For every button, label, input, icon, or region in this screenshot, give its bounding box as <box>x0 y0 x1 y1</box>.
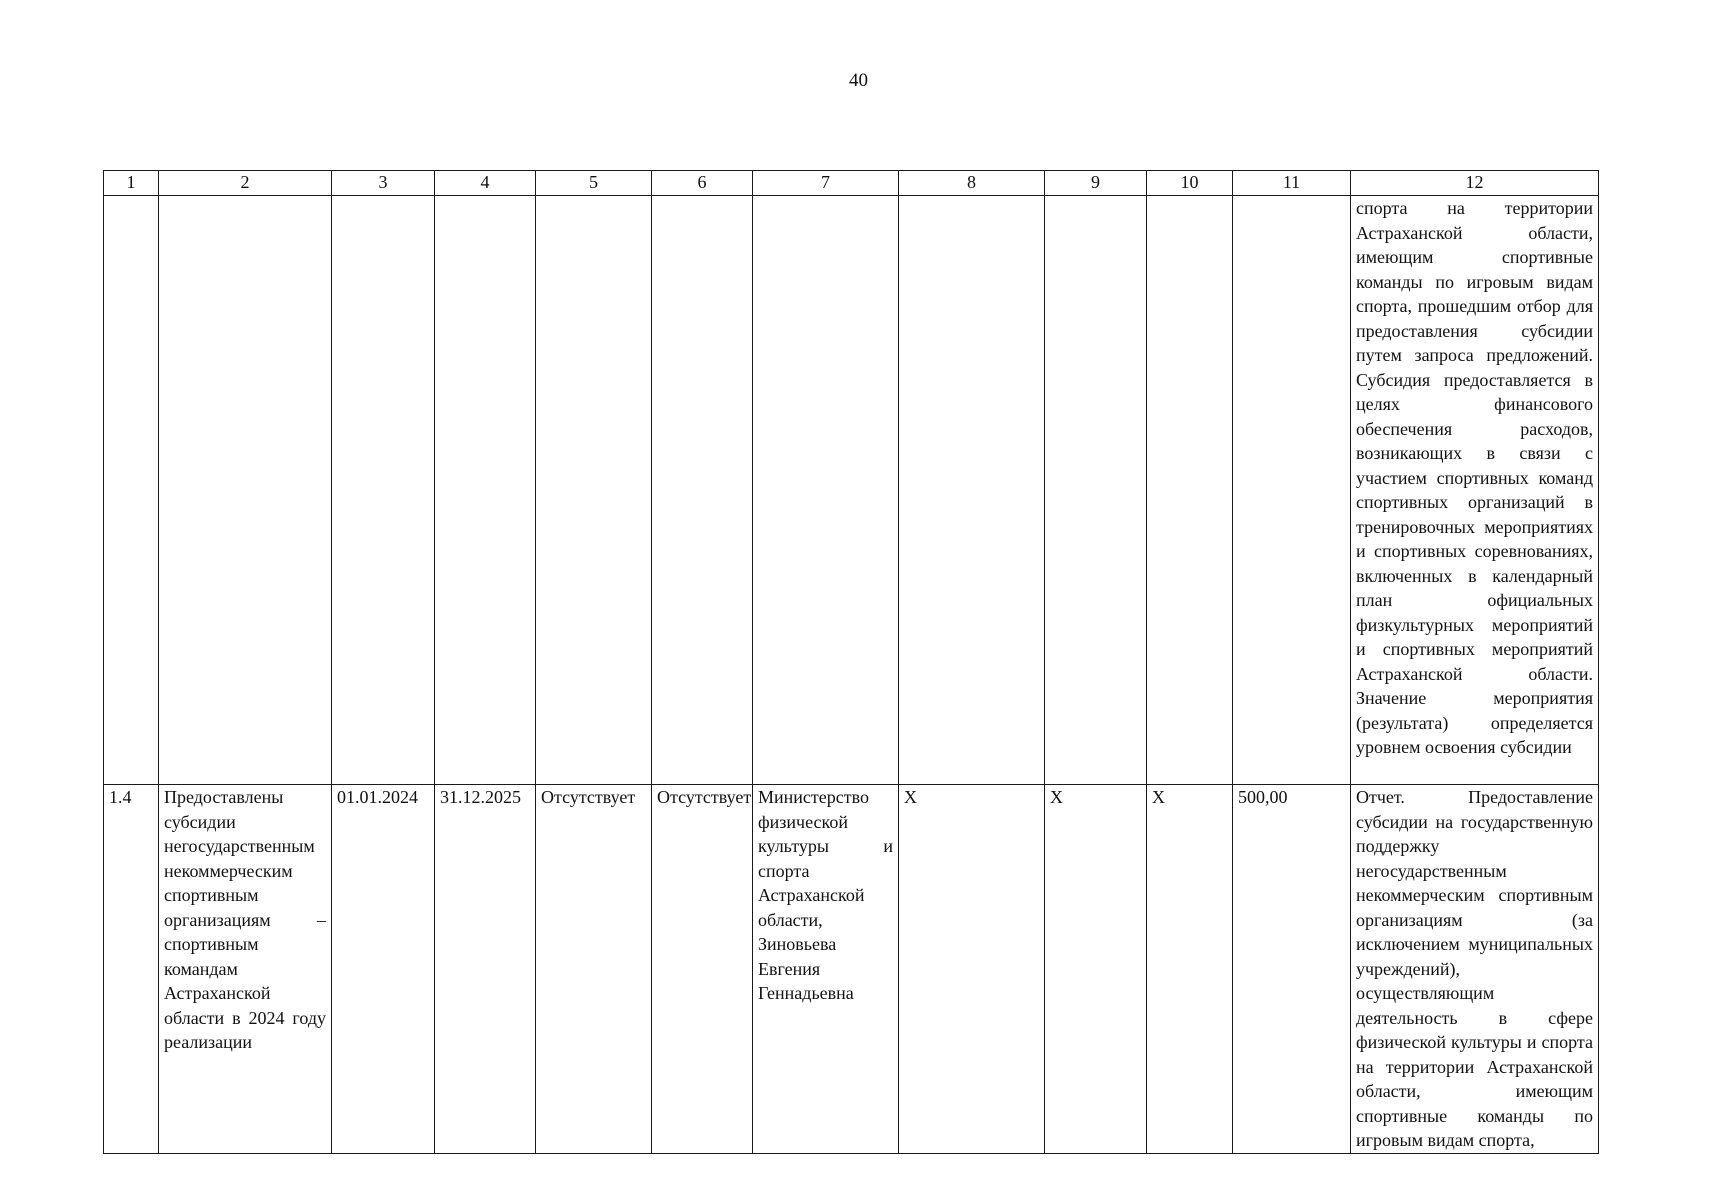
cell-empty <box>435 196 536 785</box>
column-header-8: 8 <box>899 171 1045 196</box>
end-date-cell: 31.12.2025 <box>435 785 536 1154</box>
column-header-3: 3 <box>332 171 435 196</box>
cell-empty <box>1147 196 1233 785</box>
column-header-5: 5 <box>536 171 652 196</box>
cell-empty <box>753 196 899 785</box>
column-header-6: 6 <box>652 171 753 196</box>
amount-cell: 500,00 <box>1233 785 1351 1154</box>
row-number-cell: 1.4 <box>104 785 159 1154</box>
measure-name-cell: Предоставлены субсидии негосударственным некоммерческим спортивным организациям – спортивным командам Астраханской области в 2024 году реализации <box>159 785 332 1154</box>
column-6-cell: Отсутствует <box>652 785 753 1154</box>
column-9-cell: Х <box>1045 785 1147 1154</box>
cell-empty <box>332 196 435 785</box>
column-header-1: 1 <box>104 171 159 196</box>
table-row-1-4 <box>104 785 1599 1154</box>
column-header-10: 10 <box>1147 171 1233 196</box>
column-header-4: 4 <box>435 171 536 196</box>
start-date-cell: 01.01.2024 <box>332 785 435 1154</box>
column-8-cell: Х <box>899 785 1045 1154</box>
responsible-cell: Министерство физической культуры и спорта Астраханской области, Зиновьева Евгения Геннадьевна <box>753 785 899 1154</box>
column-header-7: 7 <box>753 171 899 196</box>
cell-empty <box>104 196 159 785</box>
cell-empty <box>536 196 652 785</box>
column-header-12: 12 <box>1351 171 1599 196</box>
cell-empty <box>1045 196 1147 785</box>
column-5-cell: Отсутствует <box>536 785 652 1154</box>
cell-empty <box>1233 196 1351 785</box>
cell-empty <box>159 196 332 785</box>
continuation-description-cell: спорта на территории Астраханской области, имеющим спортивные команды по игровым видам спорта, прошедшим отбор для предоставления субсидии путем запроса предложений. Субсидия предоставляется в целях финансового обеспечения расходов, возникающих в связи с участием спортивных команд спортивных организаций в тренировочных мероприятиях и спортивных соревнованиях, включенных в календарный план официальных физкультурных мероприятий и спортивных мероприятий Астраханской области. Значение мероприятия (результата) определяется уровнем освоения субсидии <box>1351 196 1599 785</box>
column-header-9: 9 <box>1045 171 1147 196</box>
cell-empty <box>899 196 1045 785</box>
column-header-11: 11 <box>1233 171 1351 196</box>
measures-table <box>103 170 1599 1154</box>
cell-empty <box>652 196 753 785</box>
column-10-cell: Х <box>1147 785 1233 1154</box>
result-description-cell: Отчет. Предоставление субсидии на государственную поддержку негосударственным некоммерческим спортивным организациям (за исключением муниципальных учреждений), осуществляющим деятельность в сфере физической культуры и спорта на территории Астраханской области, имеющим спортивные команды по игровым видам спорта, <box>1351 785 1599 1154</box>
page-number: 40 <box>849 70 868 91</box>
table-row-continuation <box>104 196 1599 785</box>
column-number-row <box>104 171 1599 196</box>
column-header-2: 2 <box>159 171 332 196</box>
